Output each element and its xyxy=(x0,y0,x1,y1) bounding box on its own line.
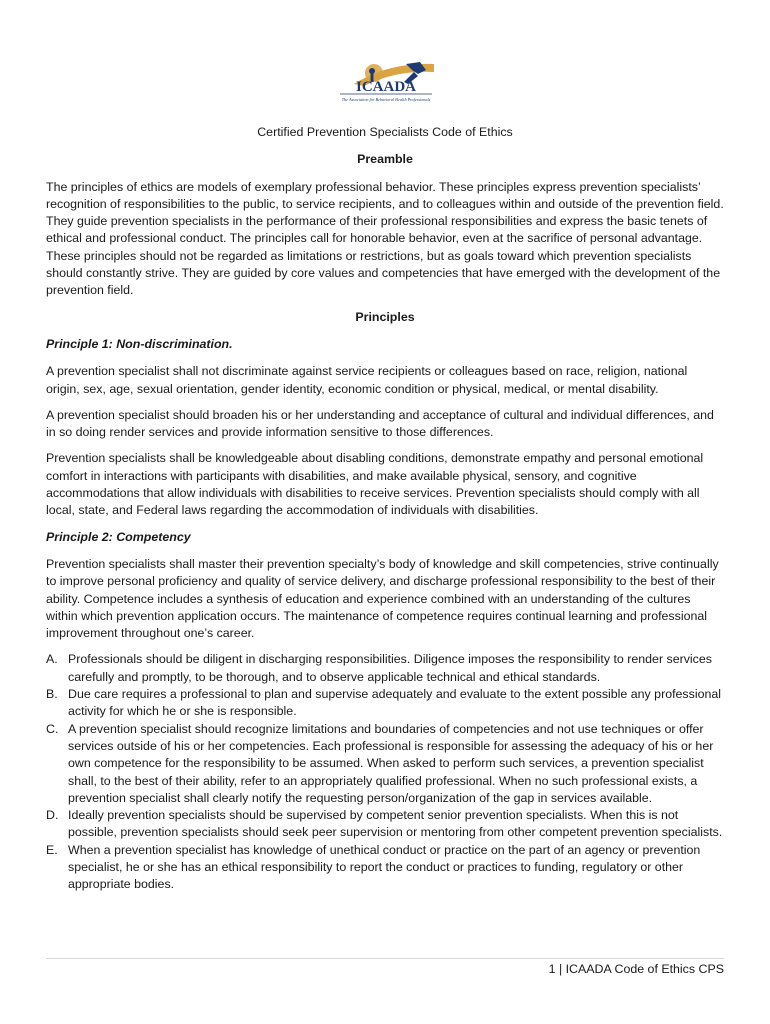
document-title: Certified Prevention Specialists Code of Ethics xyxy=(257,125,513,139)
principle-1-paragraph: Prevention specialists shall be knowledgeable about disabling conditions, demonstrate empathy and personal emotional comfort in interactions with participants with disabilities, and make available physical, sensory, and cognitive accommodations that allow individuals with disabilities to receive services. Prevention specialists should comply with all local, state, and Federal laws regarding the accommodation of individuals with disabilities. xyxy=(46,451,704,518)
svg-text:ICAADA: ICAADA xyxy=(356,79,416,95)
list-item xyxy=(46,721,724,807)
icaada-logo xyxy=(334,60,438,104)
principle-2-intro: Prevention specialists shall master their prevention specialty’s body of knowledge and skill competencies, strive continually to improve personal proficiency and quality of service delivery, and discharge professional responsibility to the best of their ability. Competence includes a synthesis of education and experience combined with an understanding of the cultures within which prevention application occurs. The maintenance of competence requires continual learning and professional improvement throughout one’s career. xyxy=(46,556,719,641)
list-item-text: Due care requires a professional to plan and supervise adequately and evaluate to the extent possible any professional activity for which he or she is responsible. xyxy=(68,687,721,719)
list-item-text: When a prevention specialist has knowledge of unethical conduct or practice on the part of an agency or prevention specialist, he or she has an ethical responsibility to report the conduct or practices to funding, regulatory or other appropriate bodies. xyxy=(68,842,701,892)
list-item xyxy=(46,651,724,686)
list-item xyxy=(46,842,724,894)
list-marker: C. xyxy=(46,721,59,736)
principles-heading: Principles xyxy=(355,309,415,324)
list-marker: E. xyxy=(46,842,58,857)
footer-divider xyxy=(46,958,724,959)
page-footer: 1 | ICAADA Code of Ethics CPS xyxy=(548,962,724,976)
list-marker: D. xyxy=(46,808,59,823)
principle-1-paragraph: A prevention specialist shall not discriminate against service recipients or colleagues based on race, religion, national origin, sex, age, sexual orientation, gender identity, economic condition or physical, medical, or mental disability. xyxy=(46,364,688,396)
list-item-text: Ideally prevention specialists should be supervised by competent senior prevention specialists. When this is not possible, prevention specialists should seek peer supervision or mentoring from other competent prevention specialists. xyxy=(68,808,723,840)
list-marker: B. xyxy=(46,687,58,702)
svg-text:The Association for Behavioral: The Association for Behavioral Health Professionals xyxy=(341,97,431,102)
document-body xyxy=(46,124,724,894)
preamble-heading: Preamble xyxy=(357,152,413,167)
list-item-text: Professionals should be diligent in discharging responsibilities. Diligence imposes the responsibility to render services carefully and promptly, to be thorough, and to observe applicable technical and ethical standards. xyxy=(68,652,712,684)
list-item-text: A prevention specialist should recognize limitations and boundaries of competencies and not use techniques or offer services outside of his or her competencies. Each professional is responsible for assessing the adequacy of his or her own competence for the responsibility to be assumed. When asked to perform such services, a prevention specialist shall, to the best of their ability, refer to an appropriately qualified professional. When no such professional exists, a prevention specialist shall clearly notify the requesting person/organization of the gap in services available. xyxy=(68,721,714,805)
principle-1-paragraph: A prevention specialist should broaden his or her understanding and acceptance of cultural and individual differences, and in so doing render services and provide information sensitive to those differences. xyxy=(46,407,714,440)
list-item xyxy=(46,686,724,721)
principle-1-title: Principle 1: Non-discrimination. xyxy=(46,336,233,351)
principle-2-list xyxy=(46,651,724,893)
principle-2-title: Principle 2: Competency xyxy=(46,529,191,544)
preamble-paragraph: The principles of ethics are models of exemplary professional behavior. These principles express prevention specialists’ recognition of responsibilities to the public, to service recipients, and to colleagues within and outside of the prevention field. They guide prevention specialists in the performance of their professional responsibilities and express the basic tenets of ethical and professional conduct. The principles call for honorable behavior, even at the sacrifice of personal advantage. These principles should not be regarded as limitations or restrictions, but as goals toward which prevention specialists should constantly strive. They are guided by core values and competencies that have emerged with the development of the prevention field. xyxy=(46,179,724,298)
icaada-logo-graphic xyxy=(334,60,438,104)
list-item xyxy=(46,807,724,842)
list-marker: A. xyxy=(46,652,58,667)
